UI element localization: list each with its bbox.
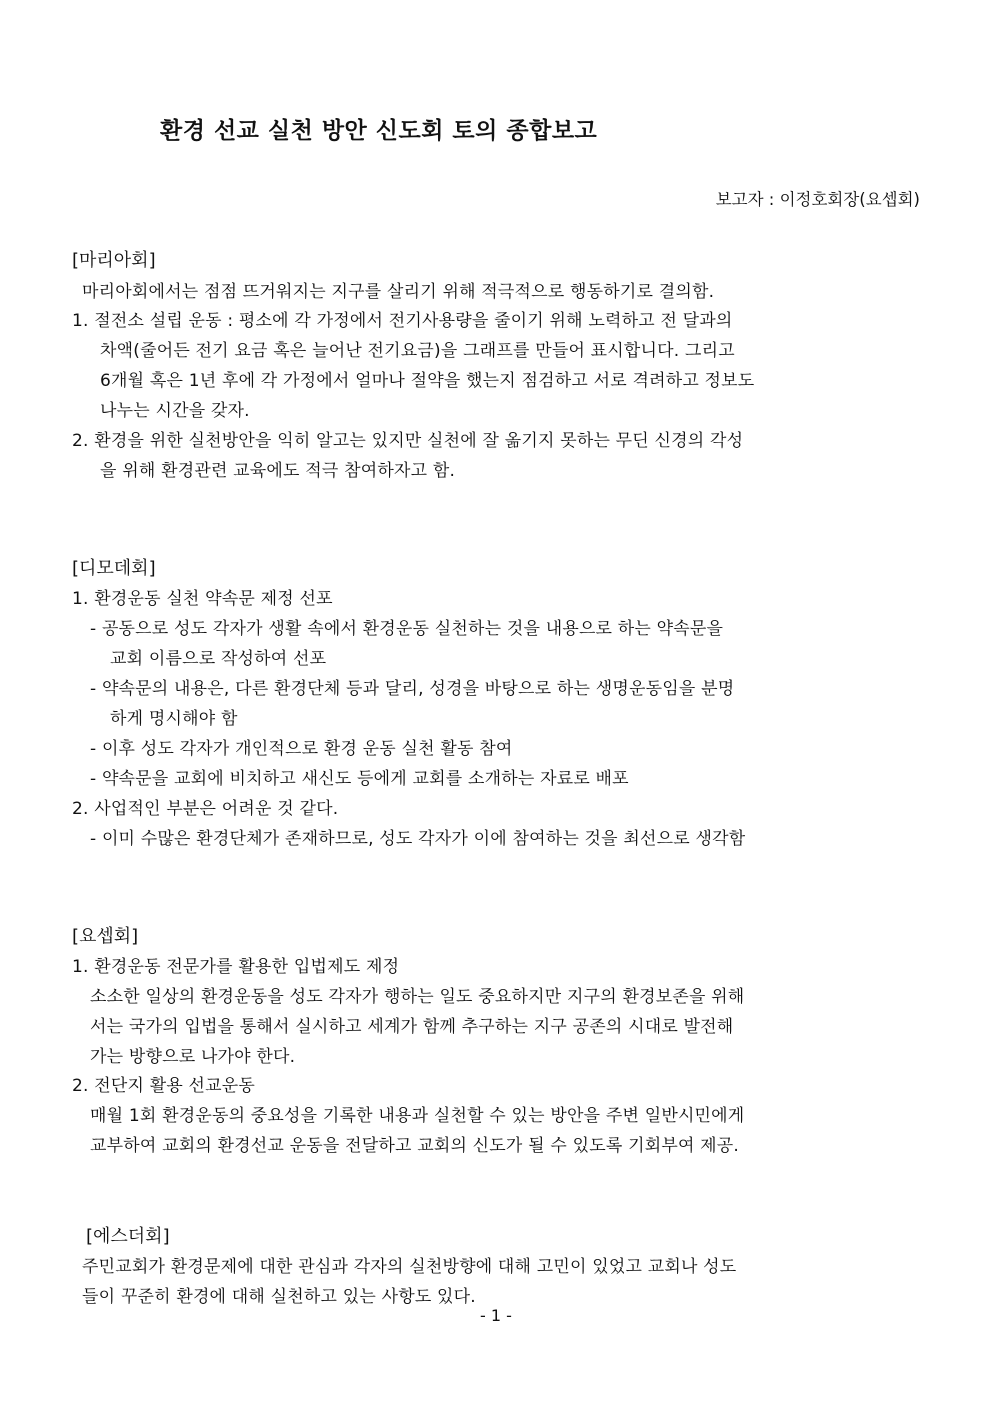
joseph-line-7: 교부하여 교회의 환경선교 운동을 전달하고 교회의 신도가 될 수 있도록 기회부여 제공. bbox=[90, 1136, 740, 1156]
timothy-line-9: - 이미 수많은 환경단체가 존재하므로, 성도 각자가 이에 참여하는 것을 최선으로 생각함 bbox=[90, 829, 746, 849]
esther-line-1: 주민교회가 환경문제에 대한 관심과 각자의 실천방향에 대해 고민이 있었고 교회나 성도 bbox=[82, 1257, 737, 1277]
reporter-line: 보고자 : 이정호회장(요셉회) bbox=[715, 190, 920, 209]
timothy-line-8: 2. 사업적인 부분은 어려운 것 같다. bbox=[72, 799, 339, 819]
joseph-line-2: 소소한 일상의 환경운동을 성도 각자가 행하는 일도 중요하지만 지구의 환경보존을 위해 bbox=[90, 987, 745, 1007]
timothy-line-3: 교회 이름으로 작성하여 선포 bbox=[110, 649, 327, 669]
document-title: 환경 선교 실천 방안 신도회 토의 종합보고 bbox=[160, 118, 598, 144]
maria-line-1: 마리아회에서는 점점 뜨거워지는 지구를 살리기 위해 적극적으로 행동하기로 결의함. bbox=[82, 282, 715, 302]
timothy-line-6: - 이후 성도 각자가 개인적으로 환경 운동 실천 활동 참여 bbox=[90, 739, 513, 759]
section-heading-timothy: [디모데회] bbox=[72, 558, 156, 579]
maria-line-7: 을 위해 환경관련 교육에도 적극 참여하자고 함. bbox=[100, 461, 456, 481]
section-heading-esther: [에스더회] bbox=[86, 1226, 170, 1247]
maria-line-2: 1. 절전소 설립 운동 : 평소에 각 가정에서 전기사용량을 줄이기 위해 노력하고 전 달과의 bbox=[72, 311, 733, 331]
page-number: - 1 - bbox=[480, 1306, 512, 1325]
timothy-line-4: - 약속문의 내용은, 다른 환경단체 등과 달리, 성경을 바탕으로 하는 생명운동임을 분명 bbox=[90, 679, 735, 699]
joseph-line-3: 서는 국가의 입법을 통해서 실시하고 세계가 함께 추구하는 지구 공존의 시대로 발전해 bbox=[90, 1017, 734, 1037]
joseph-line-1: 1. 환경운동 전문가를 활용한 입법제도 제정 bbox=[72, 957, 400, 977]
maria-line-4: 6개월 혹은 1년 후에 각 가정에서 얼마나 절약을 했는지 점검하고 서로 격려하고 정보도 bbox=[100, 371, 755, 391]
timothy-line-5: 하게 명시해야 함 bbox=[110, 709, 238, 729]
timothy-line-1: 1. 환경운동 실천 약속문 제정 선포 bbox=[72, 589, 333, 609]
timothy-line-2: - 공동으로 성도 각자가 생활 속에서 환경운동 실천하는 것을 내용으로 하는 약속문을 bbox=[90, 619, 724, 639]
section-heading-joseph: [요셉회] bbox=[72, 926, 139, 947]
maria-line-5: 나누는 시간을 갖자. bbox=[100, 401, 250, 421]
joseph-line-5: 2. 전단지 활용 선교운동 bbox=[72, 1076, 256, 1096]
joseph-line-4: 가는 방향으로 나가야 한다. bbox=[90, 1047, 296, 1067]
maria-line-6: 2. 환경을 위한 실천방안을 익히 알고는 있지만 실천에 잘 옮기지 못하는 무딘 신경의 각성 bbox=[72, 431, 744, 451]
joseph-line-6: 매월 1회 환경운동의 중요성을 기록한 내용과 실천할 수 있는 방안을 주변 일반시민에게 bbox=[90, 1106, 745, 1126]
timothy-line-7: - 약속문을 교회에 비치하고 새신도 등에게 교회를 소개하는 자료로 배포 bbox=[90, 769, 629, 789]
section-heading-maria: [마리아회] bbox=[72, 250, 156, 271]
esther-line-2: 들이 꾸준히 환경에 대해 실천하고 있는 사항도 있다. bbox=[82, 1287, 476, 1307]
maria-line-3: 차액(줄어든 전기 요금 혹은 늘어난 전기요금)을 그래프를 만들어 표시합니다. 그리고 bbox=[100, 341, 735, 361]
